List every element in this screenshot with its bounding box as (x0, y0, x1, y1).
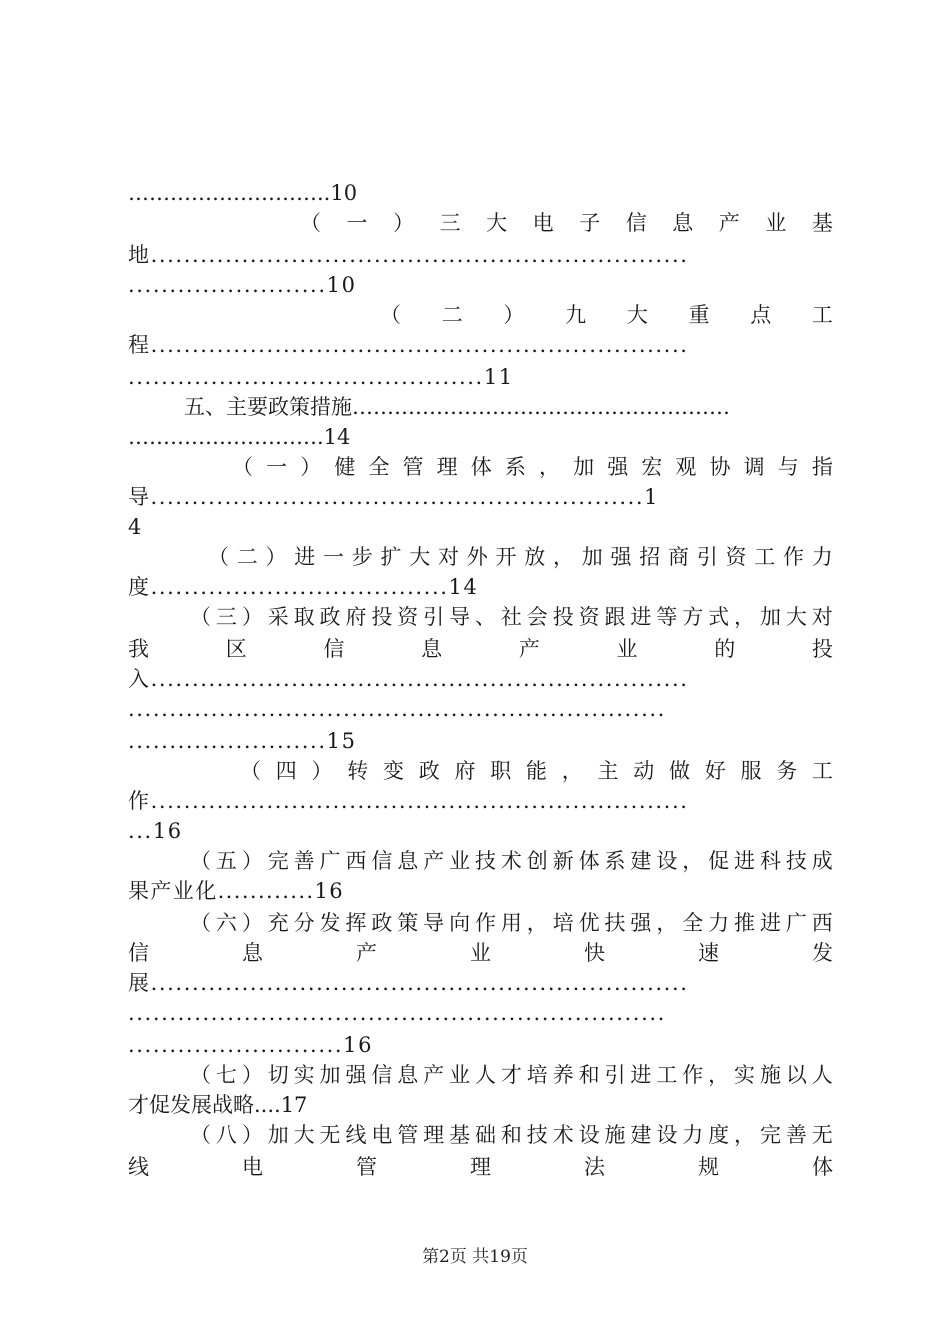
toc-line-justified (190, 1060, 833, 1090)
toc-char: 用 (500, 911, 522, 935)
toc-char: 善 (293, 849, 315, 873)
toc-char: 产 (356, 941, 377, 965)
toc-char: 线 (345, 1123, 367, 1147)
toc-char: 度 (708, 1123, 730, 1147)
toc-line: ...16 (128, 819, 183, 843)
toc-char: 养 (552, 1063, 574, 1087)
toc-char: 才 (500, 1063, 522, 1087)
toc-char: 管 (356, 1155, 377, 1179)
toc-char: 五 (215, 849, 237, 873)
toc-char: 进 (759, 911, 781, 935)
toc-line-justified (240, 756, 833, 786)
toc-char: 完 (267, 849, 289, 873)
toc-line: 展................................................................. (128, 971, 689, 995)
toc-char: 进 (294, 545, 316, 569)
toc-char: 指 (811, 455, 833, 479)
toc-char: 加 (759, 605, 781, 629)
toc-char: ） (241, 605, 263, 629)
toc-char: 职 (490, 759, 512, 783)
toc-char: 九 (565, 303, 587, 327)
toc-char: （ (190, 849, 211, 873)
toc-char: 三 (439, 211, 461, 235)
toc-char: 建 (630, 849, 652, 873)
toc-char: 推 (734, 911, 756, 935)
toc-char: 资 (578, 605, 600, 629)
toc-char: 的 (714, 637, 736, 661)
toc-char: 力 (708, 911, 730, 935)
toc-char: 全 (368, 455, 390, 479)
toc-char: 我 (128, 637, 149, 661)
toc-char: 方 (682, 605, 704, 629)
toc-char: 产 (423, 1063, 445, 1087)
toc-char: 府 (345, 605, 367, 629)
toc-char: ， (734, 1123, 756, 1147)
toc-char: ， (526, 911, 548, 935)
toc-char: 广 (785, 911, 807, 935)
toc-char: 工 (754, 545, 776, 569)
toc-line: 程................................................................. (128, 333, 689, 357)
toc-char: 工 (656, 1063, 678, 1087)
toc-char: 开 (495, 545, 517, 569)
toc-char: 能 (526, 759, 547, 783)
toc-char: 设 (656, 1123, 678, 1147)
toc-line-justified (128, 938, 833, 968)
toc-char: 变 (383, 759, 404, 783)
toc-char: 社 (500, 605, 522, 629)
toc-char: 息 (242, 941, 263, 965)
toc-char: 业 (616, 637, 638, 661)
toc-line: 才促发展战略....17 (128, 1093, 308, 1117)
toc-line-justified (128, 634, 833, 664)
toc-char: 等 (656, 605, 678, 629)
toc-char: 进 (630, 1063, 652, 1087)
toc-char: 对 (438, 545, 459, 569)
toc-line-justified (380, 300, 833, 330)
toc-line: 导............................................................1 (128, 485, 659, 509)
toc-char: 信 (128, 941, 149, 965)
toc-char: 基 (449, 1123, 471, 1147)
toc-char: 技 (526, 1123, 548, 1147)
toc-char: 采 (267, 605, 289, 629)
toc-line: 4 (128, 515, 142, 539)
toc-char: 规 (698, 1155, 719, 1179)
toc-char: ， (656, 911, 678, 935)
toc-char: 产 (718, 211, 740, 235)
toc-char: 八 (215, 1123, 237, 1147)
toc-char: 培 (526, 1063, 548, 1087)
toc-line: ........................15 (128, 729, 357, 753)
toc-char: 跟 (604, 605, 626, 629)
toc-char: 动 (633, 759, 655, 783)
toc-char: 业 (449, 849, 471, 873)
toc-char: 管 (397, 1123, 419, 1147)
toc-char: 善 (785, 1123, 807, 1147)
toc-char: ） (311, 759, 333, 783)
toc-char: 挥 (345, 911, 367, 935)
toc-char: 政 (319, 605, 341, 629)
toc-char: ， (538, 455, 560, 479)
toc-char: 资 (397, 605, 419, 629)
toc-char: 息 (397, 849, 419, 873)
toc-line: ........................10 (128, 273, 357, 297)
toc-char: 强 (607, 455, 629, 479)
toc-char: 外 (466, 545, 488, 569)
toc-char: 导 (423, 911, 445, 935)
toc-char: 技 (785, 849, 807, 873)
toc-line: 度....................................14 (128, 575, 479, 599)
toc-char: 府 (454, 759, 476, 783)
toc-char: 基 (811, 211, 833, 235)
toc-char: 点 (750, 303, 772, 327)
toc-char: 成 (811, 849, 833, 873)
toc-char: （ (380, 303, 401, 327)
toc-char: 六 (215, 911, 237, 935)
toc-char: 设 (656, 849, 678, 873)
toc-char: 理 (470, 1155, 491, 1179)
toc-char: 产 (423, 849, 445, 873)
toc-char: ） (503, 303, 525, 327)
toc-char: 产 (518, 637, 540, 661)
toc-char: 宏 (641, 455, 663, 479)
page-footer: 第2页 共19页 (422, 1247, 528, 1267)
toc-char: （ (190, 911, 211, 935)
toc-char: 一 (323, 545, 344, 569)
toc-line-justified (128, 1152, 833, 1182)
toc-char: ） (265, 545, 287, 569)
toc-char: 招 (639, 545, 661, 569)
toc-char: 设 (578, 1123, 600, 1147)
toc-char: 以 (785, 1063, 807, 1087)
toc-char: 引 (696, 545, 718, 569)
toc-char: 转 (347, 759, 369, 783)
toc-char: 加 (267, 1123, 289, 1147)
toc-char: 系 (504, 455, 526, 479)
toc-char: 扩 (380, 545, 402, 569)
toc-line: ..........................16 (128, 1033, 374, 1057)
toc-char: ， (553, 545, 574, 569)
toc-char: 加 (573, 455, 595, 479)
toc-char: 促 (708, 849, 730, 873)
toc-char: 建 (630, 1123, 652, 1147)
toc-char: 理 (423, 1123, 445, 1147)
toc-char: ， (561, 759, 583, 783)
toc-char: 对 (811, 605, 833, 629)
toc-char: 息 (672, 211, 694, 235)
toc-char: 新 (552, 849, 574, 873)
toc-char: 政 (371, 911, 393, 935)
toc-char: 体 (578, 849, 600, 873)
toc-char: （ (190, 1063, 211, 1087)
toc-char: 扶 (604, 911, 626, 935)
toc-char: 速 (698, 941, 719, 965)
toc-char: 实 (734, 1063, 756, 1087)
toc-char: 人 (811, 1063, 833, 1087)
toc-char: 法 (584, 1155, 605, 1179)
toc-char: 重 (688, 303, 710, 327)
toc-char: ） (241, 1123, 263, 1147)
toc-char: 分 (293, 911, 315, 935)
toc-char: 会 (526, 605, 548, 629)
toc-char: 式 (708, 605, 730, 629)
toc-line: 入................................................................. (128, 667, 689, 691)
toc-char: 主 (597, 759, 619, 783)
toc-char: 区 (225, 637, 247, 661)
toc-char: 无 (811, 1123, 833, 1147)
toc-char: 引 (604, 1063, 626, 1087)
toc-char: 加 (581, 545, 603, 569)
toc-char: 引 (423, 605, 445, 629)
toc-char: 作 (682, 1063, 704, 1087)
toc-char: 线 (128, 1155, 149, 1179)
toc-char: ） (393, 211, 415, 235)
toc-line: 作................................................................. (128, 789, 689, 813)
toc-char: 导 (449, 605, 471, 629)
toc-char: 术 (552, 1123, 574, 1147)
toc-char: 培 (552, 911, 574, 935)
toc-char: 进 (630, 605, 652, 629)
toc-char: 大 (626, 303, 648, 327)
toc-char: 强 (630, 911, 652, 935)
toc-char: 础 (474, 1123, 496, 1147)
toc-char: （ (232, 455, 253, 479)
toc-char: 向 (449, 911, 471, 935)
toc-char: 放 (524, 545, 546, 569)
toc-char: ， (682, 849, 704, 873)
toc-char: 大 (293, 1123, 315, 1147)
toc-char: 实 (293, 1063, 315, 1087)
toc-char: ） (241, 1063, 263, 1087)
toc-char: 四 (275, 759, 297, 783)
toc-char: 投 (811, 637, 833, 661)
toc-char: 施 (604, 1123, 626, 1147)
toc-char: 投 (552, 605, 574, 629)
toc-char: ） (300, 455, 322, 479)
toc-char: 一 (346, 211, 368, 235)
toc-char: 做 (669, 759, 690, 783)
toc-char: 术 (500, 849, 522, 873)
toc-char: 管 (402, 455, 424, 479)
toc-char: 全 (682, 911, 704, 935)
toc-char: 取 (293, 605, 315, 629)
toc-char: 作 (783, 545, 804, 569)
toc-line-justified (190, 846, 833, 876)
toc-line: 果产业化............16 (128, 879, 345, 903)
toc-char: 二 (441, 303, 463, 327)
toc-char: ） (241, 911, 263, 935)
toc-line-justified (300, 208, 833, 238)
toc-char: ， (708, 1063, 730, 1087)
toc-line: ……………………….14 (128, 425, 351, 449)
toc-char: 加 (319, 1063, 341, 1087)
toc-char: 力 (682, 1123, 704, 1147)
toc-char: 发 (319, 911, 341, 935)
toc-char: 政 (418, 759, 440, 783)
toc-char: 大 (785, 605, 807, 629)
toc-char: 与 (777, 455, 799, 479)
toc-char: 务 (776, 759, 798, 783)
toc-char: 无 (319, 1123, 341, 1147)
toc-char: 业 (449, 1063, 471, 1087)
toc-char: 人 (474, 1063, 496, 1087)
toc-char: 发 (812, 941, 833, 965)
toc-char: （ (300, 211, 321, 235)
toc-char: 信 (371, 1063, 393, 1087)
toc-char: 电 (532, 211, 554, 235)
toc-char: （ (240, 759, 261, 783)
toc-char: 和 (500, 1123, 522, 1147)
toc-char: 进 (734, 849, 756, 873)
toc-char: 、 (474, 605, 496, 629)
toc-char: 商 (668, 545, 689, 569)
toc-char: 西 (811, 911, 833, 935)
toc-char: 信 (625, 211, 647, 235)
toc-line-justified (190, 908, 833, 938)
toc-char: 和 (578, 1063, 600, 1087)
toc-char: 信 (371, 849, 393, 873)
toc-char: 创 (526, 849, 548, 873)
toc-char: 优 (578, 911, 600, 935)
toc-char: 电 (242, 1155, 263, 1179)
toc-char: 施 (759, 1063, 781, 1087)
toc-char: 三 (215, 605, 237, 629)
toc-char: 资 (725, 545, 747, 569)
toc-char: 切 (267, 1063, 289, 1087)
toc-line: ...........................................11 (128, 365, 514, 389)
toc-char: 七 (215, 1063, 237, 1087)
toc-char: （ (190, 1123, 211, 1147)
toc-char: 二 (236, 545, 258, 569)
toc-char: 技 (474, 849, 496, 873)
toc-char: 息 (421, 637, 443, 661)
toc-char: 作 (474, 911, 496, 935)
toc-char: 系 (604, 849, 626, 873)
toc-char: 快 (584, 941, 605, 965)
toc-char: 信 (323, 637, 345, 661)
toc-char: 服 (740, 759, 762, 783)
toc-char: ） (241, 849, 263, 873)
toc-char: 健 (334, 455, 356, 479)
toc-char: 协 (709, 455, 731, 479)
toc-char: 业 (765, 211, 787, 235)
toc-char: （ (190, 605, 211, 629)
toc-char: 体 (470, 455, 492, 479)
toc-char: 一 (266, 455, 288, 479)
toc-char: 观 (675, 455, 697, 479)
toc-char: 工 (811, 303, 833, 327)
toc-line-justified (232, 452, 833, 482)
toc-line-justified (190, 1120, 833, 1150)
toc-char: 投 (371, 605, 393, 629)
toc-line: 五、主要政策措施……………………………………………… (184, 395, 730, 419)
toc-char: 大 (486, 211, 508, 235)
toc-char: 调 (743, 455, 765, 479)
toc-char: 理 (436, 455, 458, 479)
toc-line: ................................................................. (128, 1001, 666, 1025)
toc-char: 业 (470, 941, 491, 965)
toc-char: 策 (397, 911, 419, 935)
toc-char: 西 (345, 849, 367, 873)
toc-char: 步 (351, 545, 373, 569)
toc-char: 好 (704, 759, 726, 783)
toc-line-justified (190, 602, 833, 632)
toc-char: 息 (397, 1063, 419, 1087)
toc-line: ................................................................. (128, 697, 666, 721)
toc-char: 子 (579, 211, 601, 235)
toc-char: 完 (759, 1123, 781, 1147)
toc-char: 电 (371, 1123, 393, 1147)
toc-char: 科 (759, 849, 781, 873)
toc-char: 广 (319, 849, 341, 873)
toc-char: 体 (812, 1155, 833, 1179)
toc-char: 工 (812, 759, 833, 783)
toc-char: （ (208, 545, 229, 569)
toc-line: ………………………..10 (128, 181, 358, 205)
toc-char: 强 (610, 545, 632, 569)
toc-char: ， (734, 605, 756, 629)
toc-char: 力 (811, 545, 833, 569)
toc-char: 强 (345, 1063, 367, 1087)
toc-char: 大 (409, 545, 431, 569)
toc-char: 充 (267, 911, 289, 935)
toc-line-justified (208, 542, 833, 572)
toc-line: 地................................................................. (128, 243, 689, 267)
